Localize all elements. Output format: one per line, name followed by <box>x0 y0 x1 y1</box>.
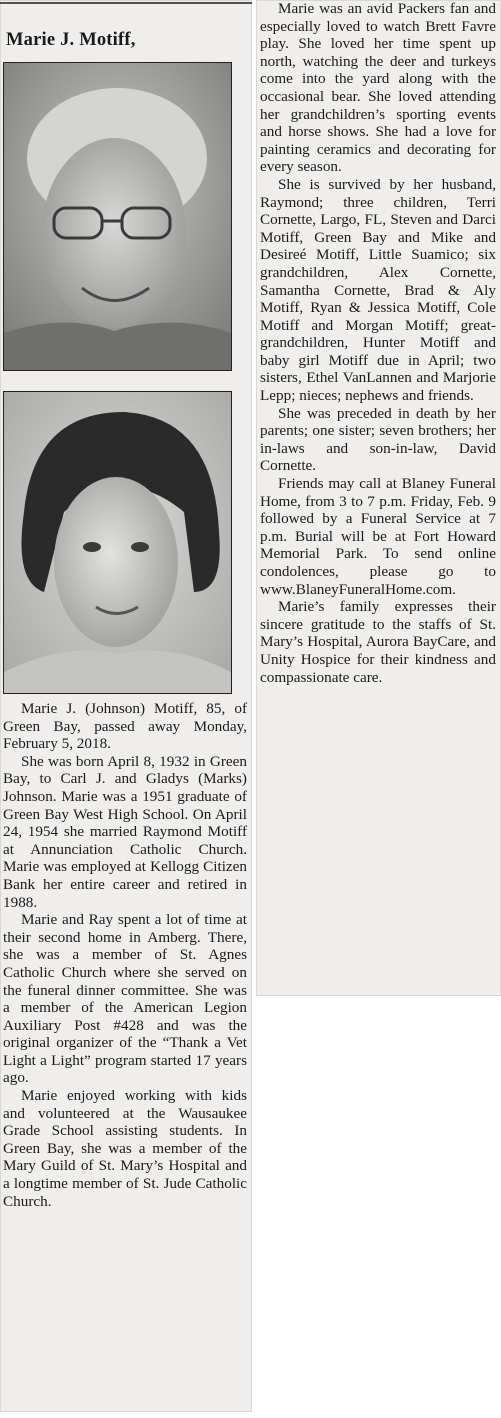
left-paragraph: Marie J. (Johnson) Motiff, 85, of Green Bay, passed away Monday, February 5, 2018. <box>3 700 247 753</box>
obituary-heading: Marie J. Motiff, <box>6 30 136 50</box>
left-paragraph: She was born April 8, 1932 in Green Bay, to Carl J. and Gladys (Marks) Johnson. Marie was a 1951 graduate of Green Bay West High School. On April 24, 1954 she married Raymond Motiff at Annunciation Catholic Church. Marie was employed at Kellogg Citizen Bank her entire career and retired in 1988. <box>3 752 247 911</box>
portrait-photo-elderly <box>3 62 232 371</box>
right-paragraph: Marie was an avid Packers fan and especially loved to watch Brett Favre play. She loved her time spent up north, watching the deer and turkeys come into the yard along with the occasional bear. She loved attending her grandchildren’s sporting events and horse shows. She had a love for painting ceramics and decorating for every season. <box>260 0 496 176</box>
right-paragraph: Friends may call at Blaney Funeral Home, from 3 to 7 p.m. Friday, Feb. 9 followed by a Funeral Service at 7 p.m. Burial will be at Fort Howard Memorial Park. To send online condolences, please go to www.BlaneyFuneralHome.com. <box>260 475 496 598</box>
right-paragraph: She was preceded in death by her parents; one sister; seven brothers; her in-laws and son-in-law, David Cornette. <box>260 404 496 475</box>
left-paragraph: Marie enjoyed working with kids and volunteered at the Wausaukee Grade School assisting students. In Green Bay, she was a member of the Mary Guild of St. Mary’s Hospital and a longtime member of St. Jude Catholic Church. <box>3 1087 247 1210</box>
obituary-left-column <box>3 700 247 1210</box>
right-paragraph: She is survived by her husband, Raymond; three children, Terri Cornette, Largo, FL, Steven and Darci Motiff, Green Bay and Mike and Desireé Motiff, Little Suamico; six grandchildren, Alex Cornette, Samantha Cornette, Brad & Aly Motiff, Ryan & Jessica Motiff, Cole Motiff and Morgan Motiff; great-grandchildren, Hunter Motiff and baby girl Motiff due in April; two sisters, Ethel VanLannen and Marjorie Lepp; nieces; nephews and friends. <box>260 175 496 405</box>
top-rule <box>0 2 252 4</box>
portrait-elderly-image <box>4 63 231 370</box>
portrait-young-image <box>4 392 231 693</box>
right-paragraph: Marie’s family expresses their sincere gratitude to the staffs of St. Mary’s Hospital, Aurora BayCare, and Unity Hospice for their kindness and compassionate care. <box>260 598 496 686</box>
left-paragraph: Marie and Ray spent a lot of time at their second home in Amberg. There, she was a member of St. Agnes Catholic Church where she served on the funeral dinner committee. She was a member of the American Legion Auxiliary Post #428 and was the original organizer of the “Thank a Vet Light a Light” program started 17 years ago. <box>3 911 247 1087</box>
obituary-right-column <box>260 0 496 686</box>
portrait-photo-young <box>3 391 232 694</box>
